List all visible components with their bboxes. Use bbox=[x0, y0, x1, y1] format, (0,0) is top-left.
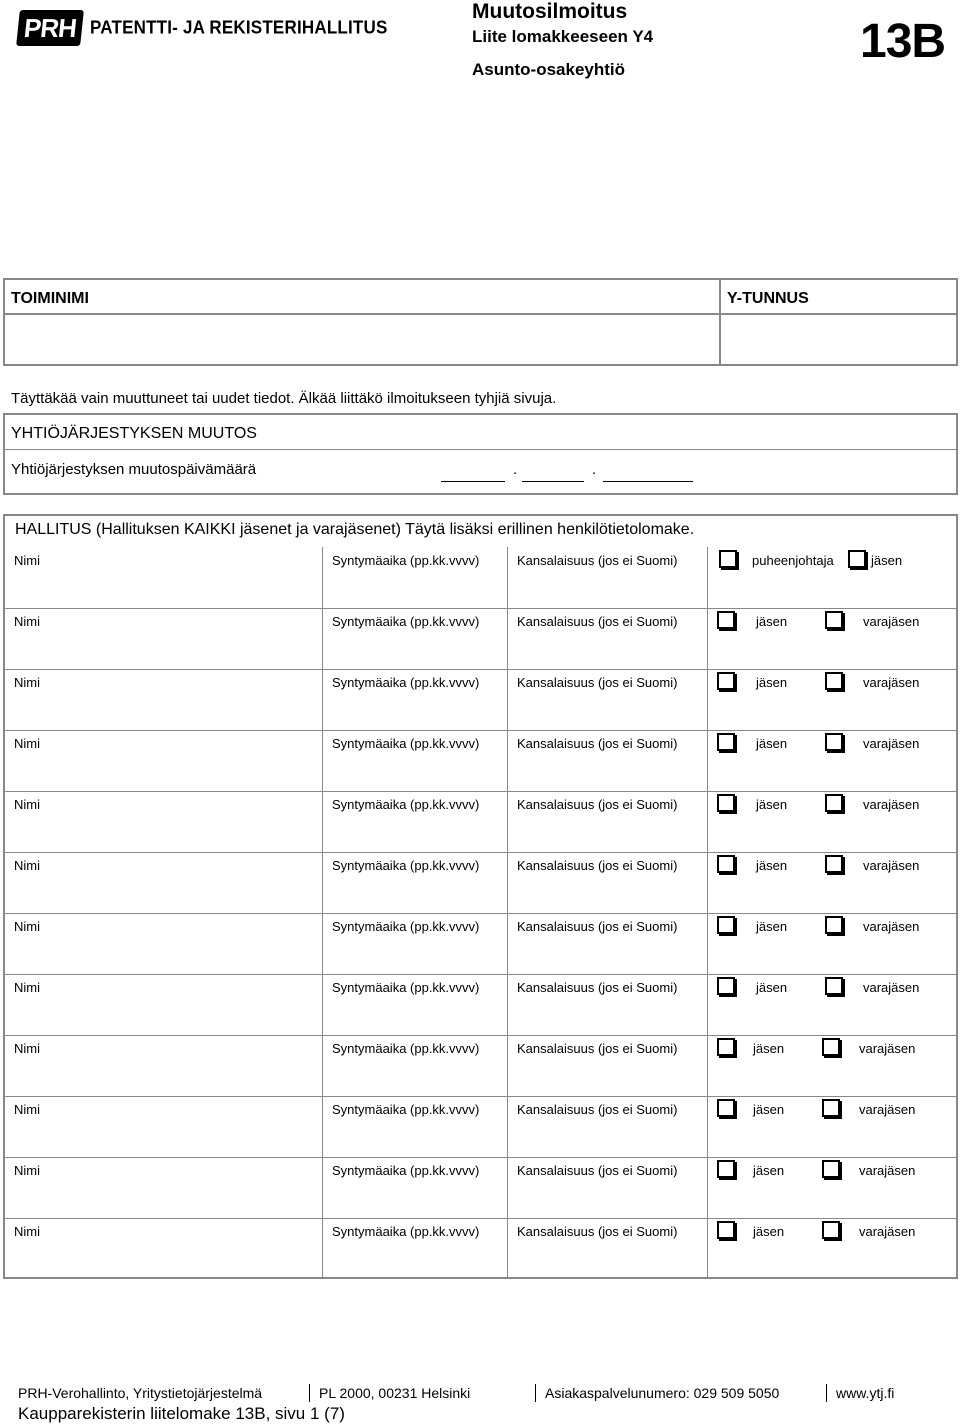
divider bbox=[707, 1035, 708, 1096]
role-label-chairman: puheenjohtaja bbox=[752, 553, 834, 568]
board-citizenship-label: Kansalaisuus (jos ei Suomi) bbox=[517, 1163, 678, 1178]
board-citizenship-field[interactable] bbox=[513, 1059, 701, 1091]
instruction-text: Täyttäkää vain muuttuneet tai uudet tiedot. Älkää liittäkö ilmoitukseen tyhjiä sivuja. bbox=[11, 390, 557, 407]
role-label-member: jäsen bbox=[753, 1163, 785, 1178]
role-label-member: jäsen bbox=[756, 858, 788, 873]
divider bbox=[3, 1096, 958, 1097]
board-birthdate-field[interactable] bbox=[328, 1181, 502, 1213]
board-citizenship-field[interactable] bbox=[513, 632, 701, 664]
business-id-label: Y-TUNNUS bbox=[727, 290, 809, 307]
board-birthdate-label: Syntymäaika (pp.kk.vvvv) bbox=[332, 1102, 480, 1117]
role-label-member: jäsen bbox=[753, 1041, 785, 1056]
board-birthdate-field[interactable] bbox=[328, 1120, 502, 1152]
deputy-checkbox[interactable] bbox=[822, 1221, 840, 1239]
divider bbox=[507, 974, 508, 1035]
board-title: HALLITUS (Hallituksen KAIKKI jäsenet ja varajäsenet) Täytä lisäksi erillinen henkilötietolomake. bbox=[15, 521, 695, 538]
board-birthdate-label: Syntymäaika (pp.kk.vvvv) bbox=[332, 1041, 480, 1056]
articles-title: YHTIÖJÄRJESTYKSEN MUUTOS bbox=[11, 425, 257, 442]
divider bbox=[826, 1384, 827, 1402]
divider bbox=[322, 1157, 323, 1218]
divider bbox=[3, 791, 958, 792]
board-name-field[interactable] bbox=[10, 754, 316, 786]
member-checkbox[interactable] bbox=[717, 916, 735, 934]
divider bbox=[507, 1157, 508, 1218]
divider bbox=[707, 1096, 708, 1157]
board-birthdate-label: Syntymäaika (pp.kk.vvvv) bbox=[332, 675, 480, 690]
board-name-label: Nimi bbox=[14, 919, 40, 934]
board-birthdate-field[interactable] bbox=[328, 571, 502, 603]
form-code: 13B bbox=[860, 15, 946, 68]
divider bbox=[3, 608, 958, 609]
company-name-field[interactable] bbox=[8, 318, 713, 362]
board-name-field[interactable] bbox=[10, 815, 316, 847]
role-label-member: jäsen bbox=[753, 1224, 785, 1239]
board-birthdate-label: Syntymäaika (pp.kk.vvvv) bbox=[332, 797, 480, 812]
divider bbox=[707, 852, 708, 913]
form-subtitle: Liite lomakkeeseen Y4 bbox=[472, 27, 654, 46]
board-name-field[interactable] bbox=[10, 571, 316, 603]
chairman-checkbox[interactable] bbox=[719, 550, 737, 568]
divider bbox=[707, 669, 708, 730]
footer-web[interactable]: www.ytj.fi bbox=[836, 1385, 895, 1401]
board-birthdate-label: Syntymäaika (pp.kk.vvvv) bbox=[332, 919, 480, 934]
role-label-member: jäsen bbox=[756, 675, 788, 690]
divider bbox=[322, 547, 323, 608]
board-birthdate-field[interactable] bbox=[328, 998, 502, 1030]
company-name-label: TOIMINIMI bbox=[11, 290, 89, 307]
footer-address: PL 2000, 00231 Helsinki bbox=[319, 1385, 471, 1401]
member-checkbox[interactable] bbox=[717, 1038, 735, 1056]
board-birthdate-field[interactable] bbox=[328, 754, 502, 786]
form-title: Muutosilmoitus bbox=[472, 0, 628, 23]
board-name-label: Nimi bbox=[14, 553, 40, 568]
role-label-deputy: varajäsen bbox=[863, 858, 920, 873]
board-name-field[interactable] bbox=[10, 876, 316, 908]
board-citizenship-field[interactable] bbox=[513, 754, 701, 786]
deputy-checkbox[interactable] bbox=[825, 794, 843, 812]
role-label-deputy: varajäsen bbox=[863, 614, 920, 629]
board-citizenship-label: Kansalaisuus (jos ei Suomi) bbox=[517, 553, 678, 568]
divider bbox=[535, 1384, 536, 1402]
board-birthdate-field[interactable] bbox=[328, 815, 502, 847]
board-citizenship-label: Kansalaisuus (jos ei Suomi) bbox=[517, 614, 678, 629]
board-name-label: Nimi bbox=[14, 1041, 40, 1056]
board-citizenship-field[interactable] bbox=[513, 1181, 701, 1213]
prh-logo-text: PATENTTI- JA REKISTERIHALLITUS bbox=[90, 17, 388, 38]
board-name-label: Nimi bbox=[14, 614, 40, 629]
divider bbox=[3, 313, 958, 315]
board-name-field[interactable] bbox=[10, 1120, 316, 1152]
member-checkbox[interactable] bbox=[717, 672, 735, 690]
board-birthdate-field[interactable] bbox=[328, 937, 502, 969]
board-name-field[interactable] bbox=[10, 937, 316, 969]
board-name-field[interactable] bbox=[10, 1242, 316, 1274]
board-birthdate-label: Syntymäaika (pp.kk.vvvv) bbox=[332, 1224, 480, 1239]
board-name-label: Nimi bbox=[14, 797, 40, 812]
board-name-label: Nimi bbox=[14, 858, 40, 873]
divider bbox=[507, 547, 508, 608]
divider bbox=[3, 1035, 958, 1036]
member-checkbox[interactable] bbox=[717, 977, 735, 995]
divider bbox=[3, 669, 958, 670]
board-citizenship-field[interactable] bbox=[513, 998, 701, 1030]
business-id-field[interactable] bbox=[724, 318, 954, 362]
role-label-deputy: varajäsen bbox=[859, 1163, 916, 1178]
deputy-checkbox[interactable] bbox=[825, 916, 843, 934]
divider bbox=[322, 1096, 323, 1157]
member-checkbox[interactable] bbox=[848, 550, 866, 568]
divider bbox=[707, 913, 708, 974]
board-birthdate-label: Syntymäaika (pp.kk.vvvv) bbox=[332, 858, 480, 873]
board-birthdate-label: Syntymäaika (pp.kk.vvvv) bbox=[332, 614, 480, 629]
divider bbox=[3, 1218, 958, 1219]
board-citizenship-label: Kansalaisuus (jos ei Suomi) bbox=[517, 675, 678, 690]
divider bbox=[507, 1218, 508, 1279]
deputy-checkbox[interactable] bbox=[825, 611, 843, 629]
board-name-label: Nimi bbox=[14, 736, 40, 751]
role-label-member: jäsen bbox=[756, 736, 788, 751]
divider bbox=[707, 1157, 708, 1218]
divider bbox=[719, 278, 721, 366]
board-birthdate-field[interactable] bbox=[328, 693, 502, 725]
divider bbox=[322, 791, 323, 852]
divider bbox=[707, 791, 708, 852]
divider bbox=[3, 974, 958, 975]
role-label-deputy: varajäsen bbox=[863, 919, 920, 934]
board-citizenship-label: Kansalaisuus (jos ei Suomi) bbox=[517, 736, 678, 751]
board-name-field[interactable] bbox=[10, 632, 316, 664]
board-birthdate-label: Syntymäaika (pp.kk.vvvv) bbox=[332, 553, 480, 568]
role-label-deputy: varajäsen bbox=[863, 797, 920, 812]
divider bbox=[322, 1035, 323, 1096]
date-month-field[interactable] bbox=[522, 481, 584, 482]
divider bbox=[507, 730, 508, 791]
role-label-member: jäsen bbox=[753, 1102, 785, 1117]
deputy-checkbox[interactable] bbox=[825, 672, 843, 690]
member-checkbox[interactable] bbox=[717, 733, 735, 751]
member-checkbox[interactable] bbox=[717, 1221, 735, 1239]
board-name-label: Nimi bbox=[14, 1224, 40, 1239]
board-birthdate-field[interactable] bbox=[328, 1242, 502, 1274]
divider bbox=[507, 913, 508, 974]
board-citizenship-field[interactable] bbox=[513, 693, 701, 725]
divider bbox=[322, 974, 323, 1035]
divider bbox=[507, 1096, 508, 1157]
role-label-deputy: varajäsen bbox=[863, 675, 920, 690]
board-birthdate-field[interactable] bbox=[328, 1059, 502, 1091]
role-label-member: jäsen bbox=[756, 919, 788, 934]
divider bbox=[507, 791, 508, 852]
member-checkbox[interactable] bbox=[717, 855, 735, 873]
prh-logo bbox=[18, 10, 388, 46]
date-separator: . bbox=[592, 461, 597, 478]
member-checkbox[interactable] bbox=[717, 794, 735, 812]
articles-date-label: Yhtiöjärjestyksen muutospäivämäärä bbox=[11, 461, 257, 478]
divider bbox=[322, 730, 323, 791]
divider bbox=[3, 449, 958, 450]
board-citizenship-field[interactable] bbox=[513, 815, 701, 847]
board-name-label: Nimi bbox=[14, 980, 40, 995]
board-name-field[interactable] bbox=[10, 998, 316, 1030]
member-checkbox[interactable] bbox=[717, 1099, 735, 1117]
board-citizenship-field[interactable] bbox=[513, 1120, 701, 1152]
divider bbox=[3, 1157, 958, 1158]
member-checkbox[interactable] bbox=[717, 611, 735, 629]
divider bbox=[707, 608, 708, 669]
board-citizenship-label: Kansalaisuus (jos ei Suomi) bbox=[517, 797, 678, 812]
board-birthdate-label: Syntymäaika (pp.kk.vvvv) bbox=[332, 1163, 480, 1178]
role-label-deputy: varajäsen bbox=[859, 1041, 916, 1056]
role-label-deputy: varajäsen bbox=[859, 1102, 916, 1117]
member-checkbox[interactable] bbox=[717, 1160, 735, 1178]
deputy-checkbox[interactable] bbox=[822, 1038, 840, 1056]
divider bbox=[3, 913, 958, 914]
role-label-deputy: varajäsen bbox=[863, 736, 920, 751]
board-citizenship-label: Kansalaisuus (jos ei Suomi) bbox=[517, 919, 678, 934]
board-name-field[interactable] bbox=[10, 1059, 316, 1091]
prh-logo-mark: PRH bbox=[16, 10, 84, 46]
divider bbox=[322, 852, 323, 913]
board-citizenship-label: Kansalaisuus (jos ei Suomi) bbox=[517, 980, 678, 995]
board-birthdate-label: Syntymäaika (pp.kk.vvvv) bbox=[332, 980, 480, 995]
divider bbox=[507, 608, 508, 669]
divider bbox=[322, 1218, 323, 1279]
deputy-checkbox[interactable] bbox=[825, 977, 843, 995]
deputy-checkbox[interactable] bbox=[825, 733, 843, 751]
role-label-member: jäsen bbox=[756, 980, 788, 995]
board-citizenship-label: Kansalaisuus (jos ei Suomi) bbox=[517, 1224, 678, 1239]
divider bbox=[3, 852, 958, 853]
role-label-member: jäsen bbox=[756, 797, 788, 812]
deputy-checkbox[interactable] bbox=[825, 855, 843, 873]
divider bbox=[507, 669, 508, 730]
board-name-label: Nimi bbox=[14, 1102, 40, 1117]
divider bbox=[322, 669, 323, 730]
divider bbox=[3, 730, 958, 731]
divider bbox=[707, 974, 708, 1035]
board-citizenship-field[interactable] bbox=[513, 876, 701, 908]
role-label-member: jäsen bbox=[756, 614, 788, 629]
board-name-field[interactable] bbox=[10, 1181, 316, 1213]
board-name-label: Nimi bbox=[14, 675, 40, 690]
board-citizenship-label: Kansalaisuus (jos ei Suomi) bbox=[517, 1041, 678, 1056]
board-birthdate-field[interactable] bbox=[328, 632, 502, 664]
divider bbox=[322, 608, 323, 669]
divider bbox=[707, 730, 708, 791]
board-birthdate-field[interactable] bbox=[328, 876, 502, 908]
footer-org: PRH-Verohallinto, Yritystietojärjestelmä bbox=[18, 1385, 263, 1401]
role-label-deputy: varajäsen bbox=[859, 1224, 916, 1239]
board-citizenship-field[interactable] bbox=[513, 1242, 701, 1274]
board-citizenship-field[interactable] bbox=[513, 937, 701, 969]
deputy-checkbox[interactable] bbox=[822, 1160, 840, 1178]
deputy-checkbox[interactable] bbox=[822, 1099, 840, 1117]
divider bbox=[707, 1218, 708, 1279]
role-label-member: jäsen bbox=[871, 553, 903, 568]
date-year-field[interactable] bbox=[603, 481, 693, 482]
divider bbox=[507, 852, 508, 913]
board-citizenship-field[interactable] bbox=[513, 571, 701, 603]
footer-page: Kaupparekisterin liitelomake 13B, sivu 1 (7) bbox=[18, 1404, 345, 1423]
form-type: Asunto-osakeyhtiö bbox=[472, 60, 626, 79]
footer-phone: Asiakaspalvelunumero: 029 509 5050 bbox=[545, 1385, 780, 1401]
board-birthdate-label: Syntymäaika (pp.kk.vvvv) bbox=[332, 736, 480, 751]
divider bbox=[507, 1035, 508, 1096]
date-day-field[interactable] bbox=[441, 481, 505, 482]
board-citizenship-label: Kansalaisuus (jos ei Suomi) bbox=[517, 858, 678, 873]
board-name-label: Nimi bbox=[14, 1163, 40, 1178]
board-citizenship-label: Kansalaisuus (jos ei Suomi) bbox=[517, 1102, 678, 1117]
divider bbox=[309, 1384, 310, 1402]
board-name-field[interactable] bbox=[10, 693, 316, 725]
date-separator: . bbox=[513, 461, 518, 478]
divider bbox=[322, 913, 323, 974]
role-label-deputy: varajäsen bbox=[863, 980, 920, 995]
divider bbox=[707, 547, 708, 608]
